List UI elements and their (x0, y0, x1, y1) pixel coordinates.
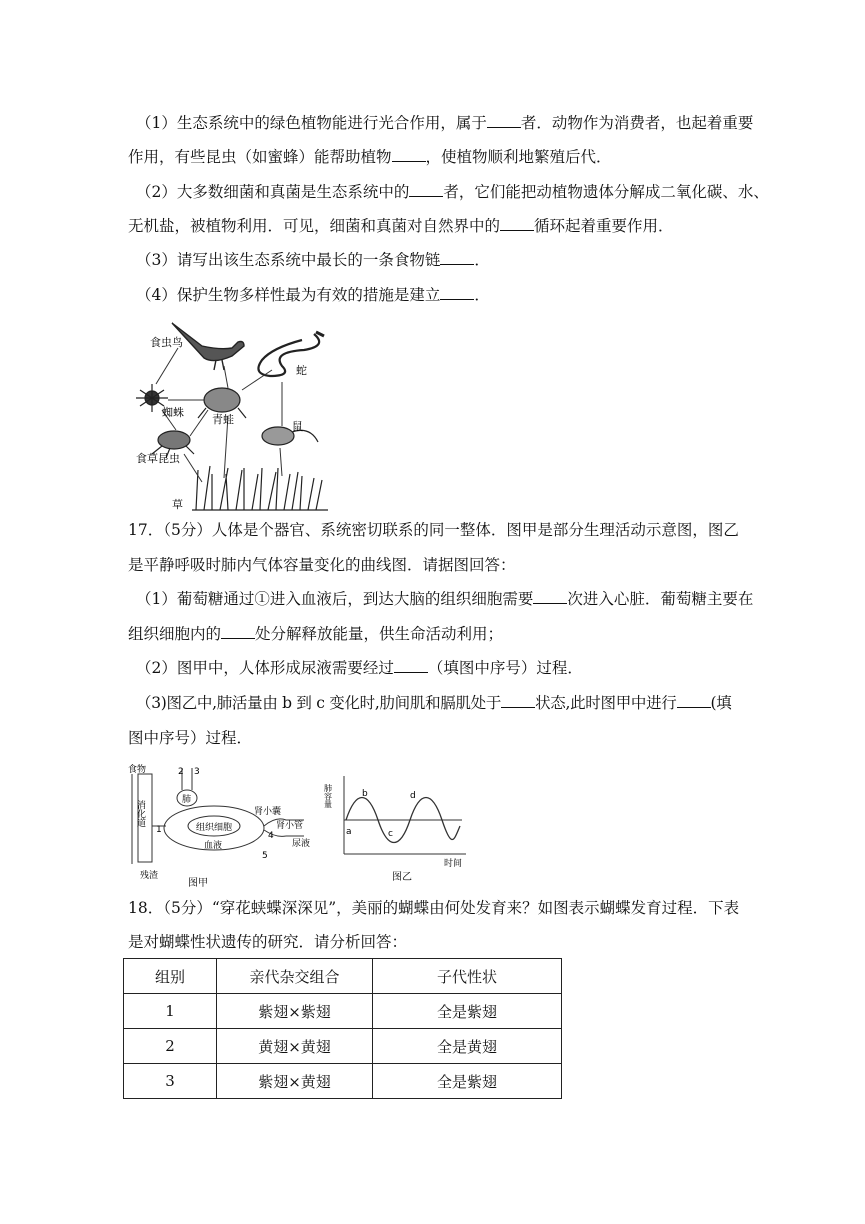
answer-blank (501, 693, 535, 708)
answer-blank (677, 693, 711, 708)
ylabel: 肺容量 (323, 784, 333, 808)
answer-blank (440, 250, 474, 265)
point-a: a (346, 827, 352, 837)
label-kidney-tubule: 肾小管 (276, 821, 304, 831)
label-n2: 2 (178, 767, 184, 777)
label-kidney-capsule: 肾小囊 (254, 807, 282, 817)
q17-part3-line1: （3)图乙中,肺活量由 b 到 c 变化时,肋间肌和膈肌处于 状态,此时图甲中进行 (填 (136, 694, 732, 712)
label-spider: 蜘蛛 (162, 406, 184, 419)
q18-intro-line2: 是对蝴蝶性状遗传的研究．请分析回答： (128, 933, 408, 951)
q16-part2-line2: 无机盐，被植物利用．可见，细菌和真菌对自然界中的 循环起着重要作用． (128, 217, 674, 235)
q17-part3-line2: 图中序号）过程． (128, 729, 253, 747)
label-bird: 食虫鸟 (150, 336, 183, 349)
table-cell: 1 (124, 994, 217, 1029)
answer-blank (500, 216, 534, 231)
table-cell: 黄翅×黄翅 (217, 1029, 373, 1064)
label-insect: 食草昆虫 (136, 452, 180, 465)
answer-blank (487, 113, 521, 128)
mouse-drawing (262, 427, 318, 445)
q18-intro-line1: 18．（5分）“穿花蛱蝶深深见”，美丽的蝴蝶由何处发育来？如图表示蝴蝶发育过程．下表 (128, 899, 740, 917)
q17-part1-line2: 组织细胞内的 处分解释放能量，供生命活动利用； (128, 625, 504, 643)
table-cell: 全是紫翅 (373, 994, 562, 1029)
table-cell: 全是紫翅 (373, 1064, 562, 1099)
table-header: 亲代杂交组合 (217, 959, 373, 994)
caption-jia: 图甲 (188, 878, 208, 889)
q16-part4: （4）保护生物多样性最为有效的措施是建立 ． (136, 286, 490, 304)
inheritance-table (123, 958, 562, 1099)
table-header: 组别 (124, 959, 217, 994)
label-n1: 1 (156, 825, 162, 835)
table-cell: 紫翅×黄翅 (217, 1064, 373, 1099)
answer-blank (440, 285, 474, 300)
snake-drawing (258, 332, 324, 376)
food-web-figure (132, 318, 342, 514)
point-c: c (388, 829, 393, 839)
grass-drawing (192, 466, 328, 510)
q17-part2: （2）图甲中，人体形成尿液需要经过 （填图中序号）过程． (136, 659, 583, 677)
table-header-row (124, 959, 562, 994)
table-cell: 紫翅×紫翅 (217, 994, 373, 1029)
figure-yi (323, 770, 474, 885)
label-n5: 5 (262, 851, 268, 861)
answer-blank (394, 658, 428, 673)
table-row (124, 1029, 562, 1064)
q16-part3: （3）请写出该生态系统中最长的一条食物链 ． (136, 251, 490, 269)
answer-blank (533, 589, 567, 604)
label-grass: 草 (172, 498, 183, 511)
caption-yi: 图乙 (392, 872, 412, 883)
table-cell: 全是黄翅 (373, 1029, 562, 1064)
point-b: b (362, 789, 368, 799)
q16-part2-line1: （2）大多数细菌和真菌是生态系统中的 者，它们能把动植物遗体分解成二氧化碳、水、 (136, 183, 769, 201)
answer-blank (392, 147, 426, 162)
table-cell: 2 (124, 1029, 217, 1064)
label-n4: 4 (268, 831, 274, 841)
table-cell: 3 (124, 1064, 217, 1099)
answer-blank (221, 624, 255, 639)
point-d: d (410, 791, 416, 801)
table-header: 子代性状 (373, 959, 562, 994)
label-food: 食物 (128, 765, 147, 775)
q16-part1-line1: （1）生态系统中的绿色植物能进行光合作用，属于 者．动物作为消费者，也起着重要 (136, 114, 754, 132)
table-row (124, 1064, 562, 1099)
q17-intro-line1: 17．（5分）人体是个器官、系统密切联系的同一整体．图甲是部分生理活动示意图，图乙 (128, 521, 739, 539)
q17-intro-line2: 是平静呼吸时肺内气体容量变化的曲线图．请据图回答： (128, 556, 516, 574)
figure-jia (126, 760, 316, 890)
label-snake: 蛇 (296, 364, 307, 377)
label-frog: 青蛙 (212, 413, 234, 426)
label-cell: 组织细胞 (196, 823, 233, 833)
table-row (124, 994, 562, 1029)
label-urine: 尿液 (292, 839, 311, 849)
q17-part1-line1: （1）葡萄糖通过①进入血液后，到达大脑的组织细胞需要 次进入心脏．葡萄糖主要在 (136, 590, 754, 608)
label-digestive: 消化道 (135, 800, 145, 827)
label-waste: 残渣 (140, 871, 159, 881)
label-blood: 血液 (204, 841, 223, 851)
answer-blank (409, 182, 443, 197)
label-n3: 3 (194, 767, 200, 777)
label-mouse: 鼠 (292, 420, 303, 433)
xlabel: 时间 (444, 859, 463, 869)
q16-part1-line2: 作用，有些昆虫（如蜜蜂）能帮助植物 ，使植物顺利地繁殖后代． (128, 148, 612, 166)
label-lung: 肺 (182, 795, 192, 805)
